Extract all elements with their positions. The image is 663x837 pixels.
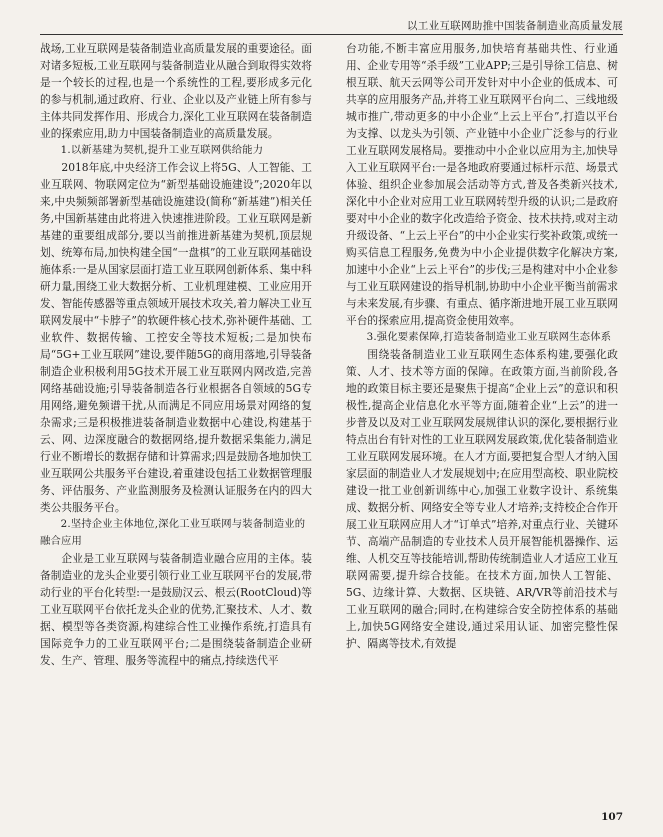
running-header: 以工业互联网助推中国装备制造业高质量发展	[407, 20, 623, 32]
paragraph: 围绕装备制造业工业互联网生态体系构建,要强化政策、人才、技术等方面的保障。在政策方面,当前阶段,各地的政策目标主要还是聚焦于提高“企业上云”的意识和积极性,提高企业信息化水平等方面,随着企业“上云”的进一步普及以及对工业互联网发展规律认识的深化,要根据行业特点出台有针对性的工业互联网发展政策,优化装备制造业工业互联网发展环境。在人才方面,要把复合型人才纳入国家层面的制造业人才发展规划中;在应用型高校、职业院校建设一批工业创新训练中心,加强工业数字设计、系统集成、数据分析、网络安全等专业人才培养;支持校企合作开展工业互联网应用人才“订单式”培养,对重点行业、关键环节、高端产品制造的专业技术人员开展智能机器操作、运维、人机交互等技能培训,帮助传统制造业人才适应工业互联网需要,提升综合技能。在技术方面,加快人工智能、5G、边缘计算、大数据、区块链、AR/VR等前沿技术与工业互联网的融合;同时,在构建综合安全防控体系的基础上,加快5G网络安全建设,通过采用认证、加密完整性保护、隔离等技术,有效提	[346, 348, 618, 650]
paragraph: 台功能,不断丰富应用服务,加快培育基础共性、行业通用、企业专用等“杀手级”工业APP;三是引导徐工信息、树根互联、航天云网等公司开发针对中小企业的低成本、可共享的应用服务产品,并将工业互联网平台向二、三线地级城市推广,带动更多的中小企业“上云上平台”,打造以平台为支撑、以龙头为引领、产业链中小企业广泛参与的行业工业互联网发展格局。要推动中小企业以应用为主,加快导入工业互联网平台:一是各地政府要通过标杆示范、场景式体验、组织企业参加展会活动等方式,普及各类新兴技术,深化中小企业对应用工业互联网转型升级的认识;二是政府要对中小企业的数字化改造给予资金、技术扶持,或对主动升级设备、“上云上平台”的中小企业实行奖补政策,或统一购买信息工程服务,免费为中小企业提供数字化解决方案,加速中小企业“上云上平台”的步伐;三是构建对中小企业参与工业互联网建设的指导机制,协助中小企业平衡当前需求与未来发展,有步骤、有重点、循序渐进地开展工业互联网平台的探索应用,提高资金使用效率。	[346, 42, 618, 327]
header-rule	[40, 34, 623, 35]
section-heading: 2.坚持企业主体地位,深化工业互联网与装备制造业的融合应用	[40, 518, 306, 547]
paragraph: 战场,工业互联网是装备制造业高质量发展的重要途径。面对诸多短板,工业互联网与装备制造业从融合到取得实效将是一个较长的过程,也是一个系统性的工程,要形成多元化的参与机制,通过政府、行业、企业以及产业链上所有参与主体共同发挥作用、形成合力,深化工业互联网在装备制造业的探索应用,助力中国装备制造业的高质量发展。	[40, 42, 312, 140]
paragraph: 2018年底,中央经济工作会议上将5G、人工智能、工业互联网、物联网定位为“新型基础设施建设”;2020年以来,中央频频部署新型基础设施建设(简称“新基建”)相关任务,中国新基建由此将进入快速推进阶段。工业互联网是新基建的重要组成部分,要以当前推进新基建为契机,顶层规划、统筹布局,加快构建全国“一盘棋”的工业互联网基础设施体系:一是从国家层面打造工业互联网创新体系、集中科研力量,围绕工业大数据分析、工业机理建模、工业应用开发、智能传感器等重点领域开展技术攻关,着力解决工业互联网发展中“卡脖子”的软硬件核心技术,弥补硬件基础、工业软件、数据传输、工控安全等技术短板;二是加快布局“5G+工业互联网”建设,要伴随5G的商用落地,引导装备制造企业积极利用5G技术开展工业互联网内网改造,完善网络基础设施;引导装备制造各行业根据各自领域的5G专用网络,避免频谱干扰,从而满足不同应用场景对网络的复杂需求;三是积极推进装备制造业数据中心建设,构建基于云、网、边深度融合的数据网络,提升数据采集能力,满足行业不断增长的数据存储和计算需求;四是鼓励各地加快工业互联网公共服务平台建设,着重建设包括工业数据管理服务、评估服务、产业监测服务及检测认证服务在内的四大类公共服务平台。	[40, 161, 312, 514]
right-column	[346, 40, 618, 652]
section-heading: 3.强化要素保障,打造装备制造业工业互联网生态体系	[366, 331, 612, 343]
paragraph: 企业是工业互联网与装备制造业融合应用的主体。装备制造业的龙头企业要引领行业工业互联网平台的发展,带动行业的平台化转型:一是鼓励汉云、根云(RootCloud)等工业互联网平台依托龙头企业的优势,汇聚技术、人才、数据、模型等各类资源,构建综合性工业操作系统,打造具有国际竞争力的工业互联网平台;二是围绕装备制造企业研发、生产、管理、服务等流程中的痛点,持续迭代平	[40, 552, 312, 667]
left-column	[40, 40, 312, 669]
page-number: 107	[601, 811, 623, 823]
section-heading: 1.以新基建为契机,提升工业互联网供给能力	[60, 144, 264, 156]
